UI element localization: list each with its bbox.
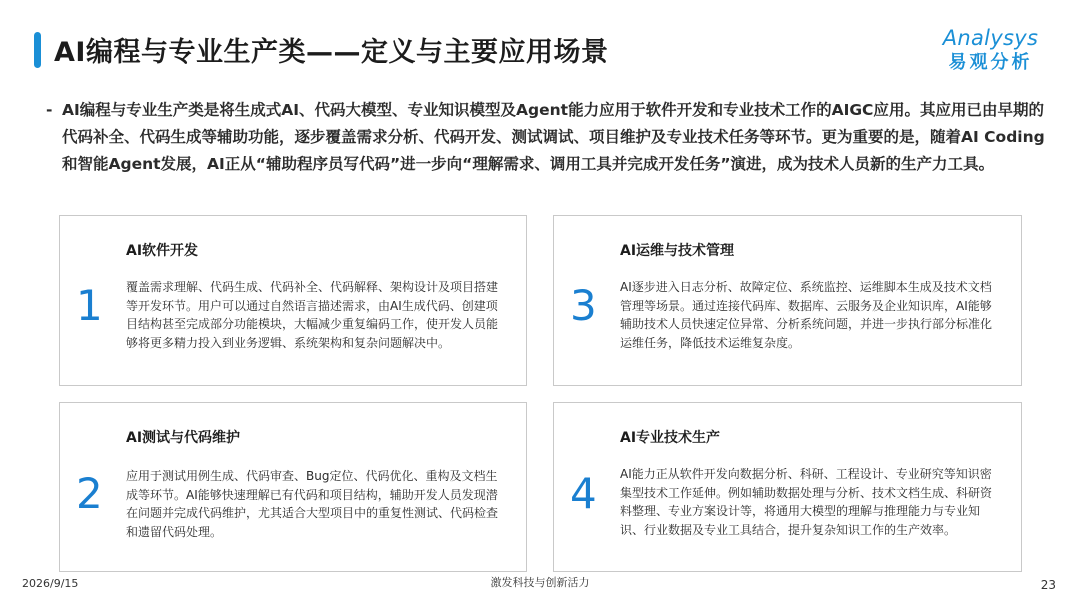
card-title: AI运维与技术管理	[620, 243, 735, 259]
card-number: 2	[76, 469, 103, 518]
card-number: 1	[76, 281, 103, 330]
card-title: AI专业技术生产	[620, 430, 721, 446]
footer-date: 2026/9/15	[22, 577, 79, 590]
card-body: AI能力正从软件开发向数据分析、科研、工程设计、专业研究等知识密集型技术工作延伸。例如辅助数据处理与分析、技术文档生成、科研资料整理、专业方案设计等，将通用大模型的理解与推理能力与专业知识、行业数据及专业工具结合，提升复杂知识工作的生产效率。	[620, 467, 993, 537]
card-title: AI测试与代码维护	[126, 430, 241, 446]
footer-slogan: 激发科技与创新活力	[490, 576, 590, 589]
analysys-logo	[933, 26, 1048, 82]
card-ai-ops-tech-mgmt	[553, 215, 1022, 386]
intro-text: AI编程与专业生产类是将生成式AI、代码大模型、专业知识模型及Agent能力应用于软件开发和专业技术工作的AIGC应用。其应用已由早期的代码补全、代码生成等辅助功能，逐步覆盖需求分析、代码开发、测试调试、项目维护及专业技术任务等环节。更为重要的是，随着AI Coding和智能Agent发展，AI正从“辅助程序员写代码”进一步向“理解需求、调用工具并完成开发任务”演进，成为技术人员新的生产力工具。	[62, 101, 1045, 173]
card-ai-professional-production	[553, 402, 1022, 572]
card-body: 覆盖需求理解、代码生成、代码补全、代码解释、架构设计及项目搭建等开发环节。用户可以通过自然语言描述需求，由AI生成代码、创建项目结构甚至完成部分功能模块，大幅减少重复编码工作，使开发人员能够将更多精力投入到业务逻辑、系统架构和复杂问题解决中。	[126, 280, 499, 350]
card-ai-testing-maintenance	[59, 402, 527, 572]
card-ai-software-dev	[59, 215, 527, 386]
logo-english-text: Analysys	[942, 26, 1039, 50]
card-number: 3	[570, 281, 597, 330]
card-body: AI逐步进入日志分析、故障定位、系统监控、运维脚本生成及技术文档管理等场景。通过连接代码库、数据库、云服务及企业知识库，AI能够辅助技术人员快速定位异常、分析系统问题，并进一步执行部分标准化运维任务，降低技术运维复杂度。	[620, 280, 993, 350]
intro-bullet: -	[46, 101, 53, 119]
page-number: 23	[1040, 578, 1056, 592]
page-title: AI编程与专业生产类——定义与主要应用场景	[54, 37, 609, 68]
title-accent-bar	[34, 32, 41, 68]
card-body: 应用于测试用例生成、代码审查、Bug定位、代码优化、重构及文档生成等环节。AI能够快速理解已有代码和项目结构，辅助开发人员发现潜在问题并完成代码维护，尤其适合大型项目中的重复性测试、代码检查和遗留代码处理。	[126, 469, 499, 539]
intro-paragraph	[46, 97, 1046, 178]
logo-chinese-text: 易观分析	[948, 52, 1033, 73]
card-number: 4	[570, 469, 597, 518]
card-title: AI软件开发	[126, 243, 199, 259]
